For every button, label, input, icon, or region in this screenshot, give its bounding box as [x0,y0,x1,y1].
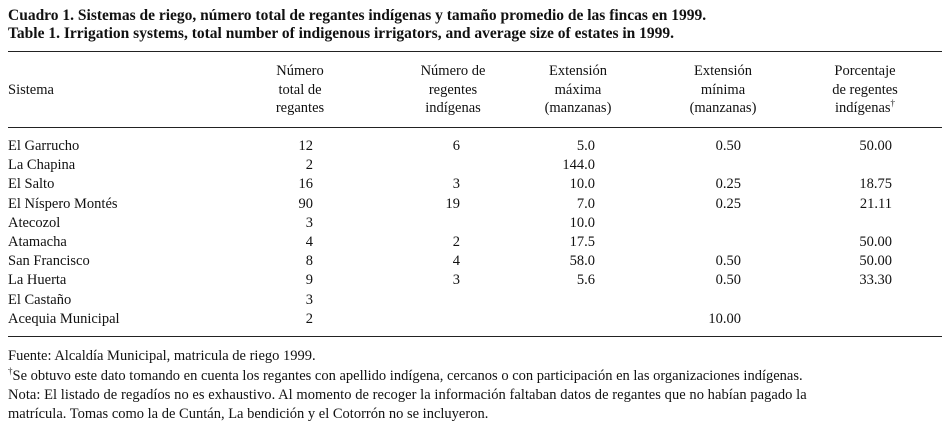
column-header-6 [790,62,940,118]
table-cell: 90 [298,195,313,212]
table-cell: 0.50 [715,138,741,154]
table-cell: 6 [452,138,460,154]
table-cell: 10.0 [569,214,595,231]
nota-line-1: Nota: El listado de regadíos no es exhaustivo. Al momento de recoger la información faltaban datos de regantes que no habían pagado la [8,387,807,403]
table-cell: 50.00 [859,138,892,154]
system-name-cell: La Chapina [8,157,76,174]
table-cell: 5.0 [576,138,595,154]
column-header-line: Número [276,63,324,79]
table-cell: 2 [452,234,460,250]
dagger-footnote-text: Se obtuvo este dato tomando en cuenta los regantes con apellido indígena, cercanos o con participación en las organizaciones indígenas. [12,368,803,384]
column-header-line: total de [278,81,322,98]
table-cell: 5.6 [576,272,595,289]
table-cell: 7.0 [576,195,595,212]
system-name-cell: La Huerta [8,272,67,289]
table-caption-english: Table 1. Irrigation systems, total number of indigenous irrigators, and average size of estates in 1999. [8,25,675,42]
system-name-cell: Atamacha [8,234,67,250]
table-cell: 50.00 [859,253,892,270]
table-cell: 0.50 [715,253,741,270]
table-cell: 3 [305,214,313,231]
column-header-line: máxima [554,81,602,98]
dagger-footnote [8,367,803,386]
column-header-line: regantes [275,100,325,116]
nota-line-2: matrícula. Tomas como la de Cuntán, La bendición y el Cotorrón no se incluyeron. [8,406,489,422]
column-header-line: regentes [428,81,478,98]
system-name-cell: San Francisco [8,253,90,270]
column-header-line: Número de [420,63,486,79]
table-cell: 0.50 [715,272,741,289]
dagger-mark: † [8,366,13,377]
table-cell: 0.25 [715,195,741,212]
table-cell: 21.11 [859,195,892,212]
system-name-cell: El Níspero Montés [8,195,118,212]
column-header-line: indígenas [425,100,481,116]
system-name-cell: El Salto [8,176,55,193]
table-cell: 3 [452,272,460,289]
column-header-line: Extensión [549,63,607,79]
source-note: Fuente: Alcaldía Municipal, matricula de riego 1999. [8,348,316,364]
header-rule [8,127,942,128]
table-cell: 19 [445,195,460,212]
column-header-line: mínima [700,81,746,98]
table-cell: 58.0 [569,253,595,270]
column-header-1 [8,81,128,100]
column-header-line: (manzanas) [544,100,612,116]
table-cell: 4 [305,234,313,250]
table-cell: 8 [305,253,313,270]
column-header-line: de regentes [832,81,898,98]
table-cell: 16 [298,176,313,193]
system-name-cell: Acequia Municipal [8,310,120,327]
table-cell: 4 [452,253,460,270]
dagger-mark: † [890,98,896,109]
table-cell: 33.30 [859,272,892,289]
column-header-5 [658,62,788,118]
table-cell: 0.25 [715,176,741,193]
column-header-line: Sistema [8,82,54,98]
column-header-3 [388,62,518,118]
table-cell: 2 [305,310,313,327]
table-caption-spanish: Cuadro 1. Sistemas de riego, número total de regantes indígenas y tamaño promedio de las fincas en 1999. [8,7,707,24]
table-cell: 17.5 [569,234,595,250]
table-cell: 9 [305,272,313,289]
column-header-line: (manzanas) [689,100,757,116]
column-header-line: indígenas† [834,98,896,116]
column-header-line: Porcentaje [834,63,896,79]
table-cell: 3 [305,291,313,308]
top-rule [8,51,942,52]
table-cell: 12 [298,138,313,154]
table-cell: 144.0 [562,157,595,174]
system-name-cell: El Castaño [8,291,72,308]
column-header-4 [513,62,643,118]
system-name-cell: Atecozol [8,214,61,231]
table-cell: 50.00 [859,234,892,250]
column-header-2 [240,62,360,118]
table-cell: 3 [452,176,460,193]
table-cell: 10.0 [569,176,595,193]
table-cell: 2 [305,157,313,174]
table-cell: 18.75 [859,176,892,193]
column-header-line: Extensión [694,63,752,79]
bottom-rule [8,336,942,337]
table-cell: 10.00 [708,310,741,327]
system-name-cell: El Garrucho [8,138,80,154]
